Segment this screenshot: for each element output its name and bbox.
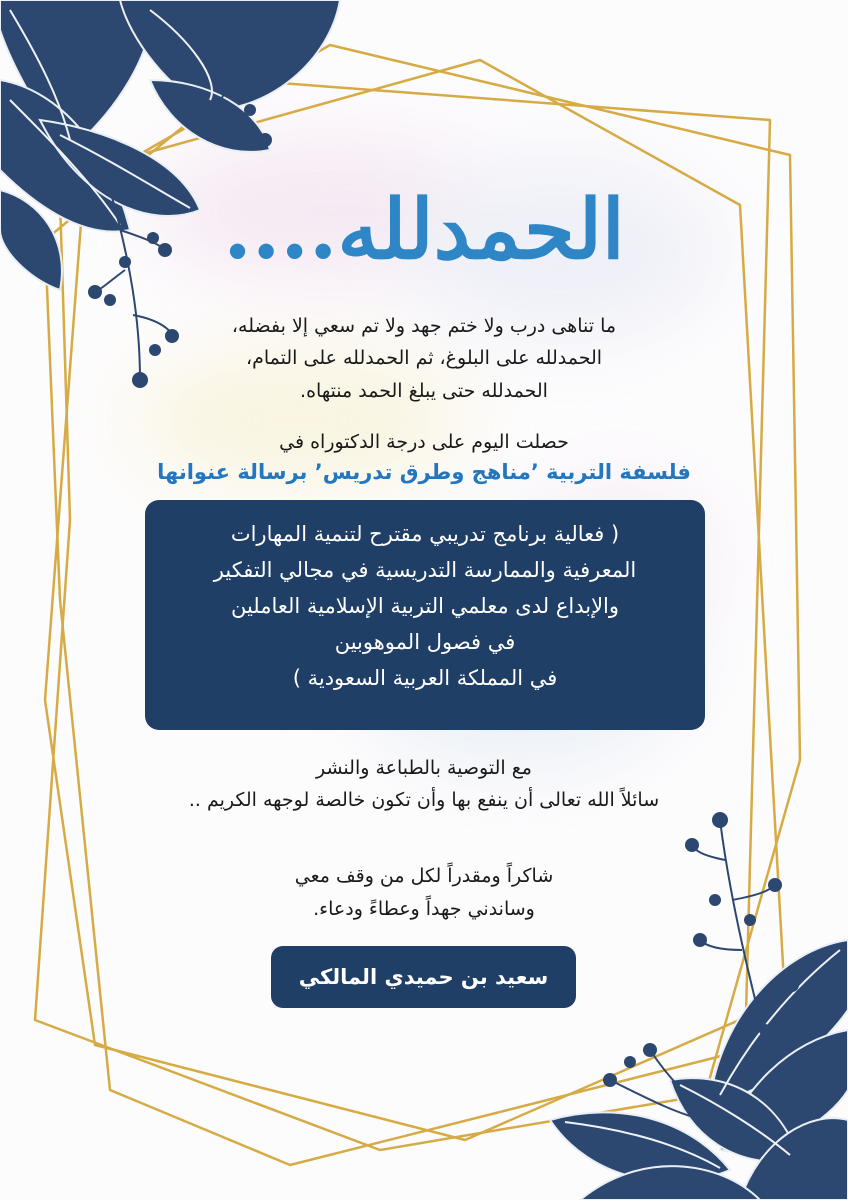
page-title: الحمدلله.... (223, 182, 625, 278)
thanks-line-2: وساندني جهداً وعطاءً ودعاء. (313, 898, 535, 920)
thesis-title-line-5: في المملكة العربية السعودية ) (292, 666, 558, 690)
intro-line-1: ما تناهى درب ولا ختم جهد ولا تم سعي إلا بفضله، (231, 315, 617, 337)
intro-line-2: الحمدلله على البلوغ، ثم الحمدلله على التمام، (245, 347, 603, 369)
thesis-title-line-1: ( فعالية برنامج تدريبي مقترح لتنمية المهارات (230, 522, 620, 546)
thesis-title-line-2: المعرفية والممارسة التدريسية في مجالي التفكير (213, 558, 637, 582)
thesis-title-line-4: في فصول الموهوبين (334, 630, 516, 654)
thanks-line-1: شاكراً ومقدراً لكل من وقف معي (294, 865, 554, 887)
prayer-line: سائلاً الله تعالى أن ينفع بها وأن تكون خالصة لوجهه الكريم .. (188, 789, 660, 811)
degree-line: حصلت اليوم على درجة الدكتوراه في (279, 431, 569, 453)
thesis-title-box (145, 500, 705, 730)
intro-line-3: الحمدلله حتى يبلغ الحمد منتهاه. (300, 380, 548, 402)
thesis-title-line-3: والإبداع لدى معلمي التربية الإسلامية العاملين (230, 594, 620, 618)
field-line: فلسفة التربية ’مناهج وطرق تدريس’ برسالة عنوانها (157, 460, 691, 484)
signature-name-badge: سعيد بن حميدي المالكي (271, 946, 576, 1008)
recommendation-line: مع التوصية بالطباعة والنشر (316, 757, 532, 779)
